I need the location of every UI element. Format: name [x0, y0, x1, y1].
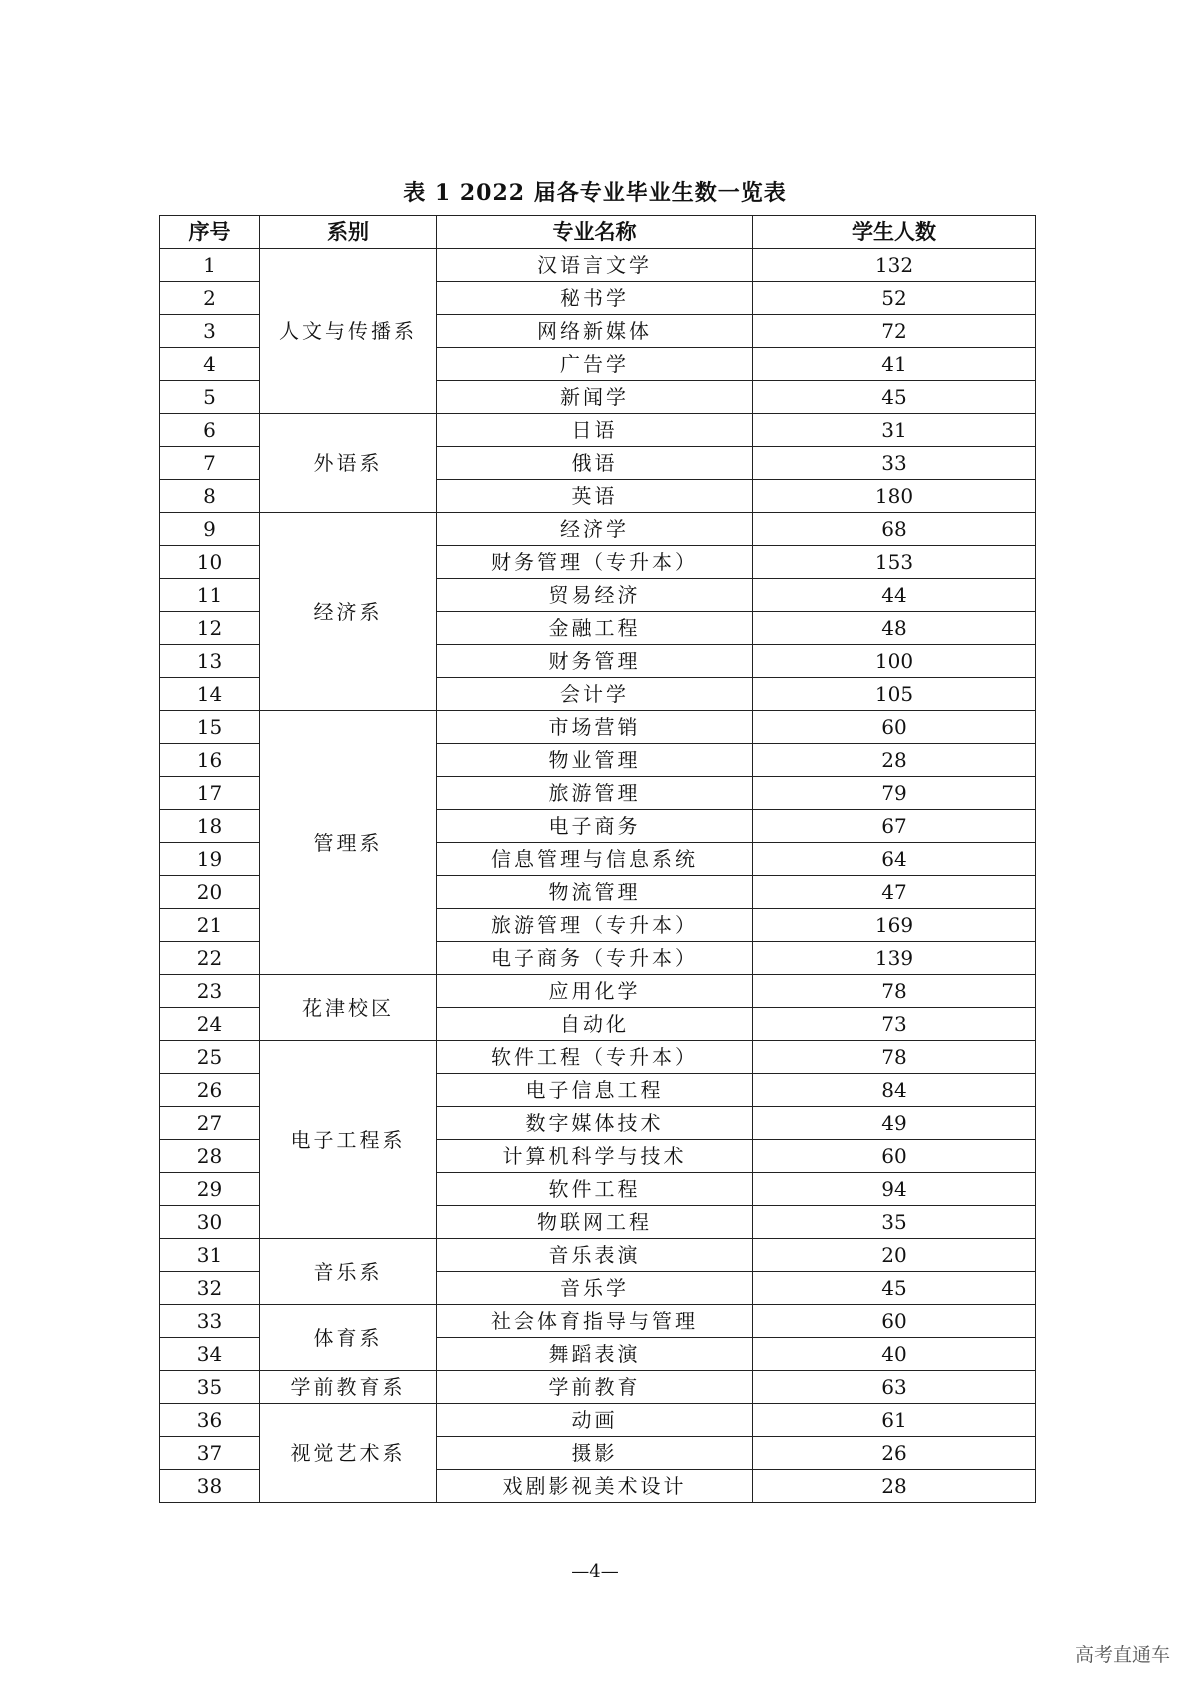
- major-cell: 英语: [437, 480, 753, 513]
- major-cell: 市场营销: [437, 711, 753, 744]
- count-cell: 41: [753, 348, 1036, 381]
- count-cell: 169: [753, 909, 1036, 942]
- major-cell: 旅游管理: [437, 777, 753, 810]
- seq-cell: 2: [160, 282, 260, 315]
- seq-cell: 21: [160, 909, 260, 942]
- seq-cell: 31: [160, 1239, 260, 1272]
- seq-cell: 37: [160, 1437, 260, 1470]
- count-cell: 48: [753, 612, 1036, 645]
- major-cell: 软件工程（专升本）: [437, 1041, 753, 1074]
- count-cell: 72: [753, 315, 1036, 348]
- dept-cell: 音乐系: [260, 1239, 437, 1305]
- major-cell: 旅游管理（专升本）: [437, 909, 753, 942]
- count-cell: 47: [753, 876, 1036, 909]
- seq-cell: 30: [160, 1206, 260, 1239]
- table-row: [160, 513, 1036, 546]
- count-cell: 20: [753, 1239, 1036, 1272]
- count-cell: 100: [753, 645, 1036, 678]
- table-row: [160, 249, 1036, 282]
- seq-cell: 25: [160, 1041, 260, 1074]
- seq-cell: 17: [160, 777, 260, 810]
- major-cell: 社会体育指导与管理: [437, 1305, 753, 1338]
- count-cell: 139: [753, 942, 1036, 975]
- seq-cell: 36: [160, 1404, 260, 1437]
- major-cell: 日语: [437, 414, 753, 447]
- seq-cell: 9: [160, 513, 260, 546]
- major-cell: 音乐学: [437, 1272, 753, 1305]
- seq-cell: 18: [160, 810, 260, 843]
- table-row: [160, 975, 1036, 1008]
- major-cell: 软件工程: [437, 1173, 753, 1206]
- count-cell: 26: [753, 1437, 1036, 1470]
- seq-cell: 5: [160, 381, 260, 414]
- count-cell: 84: [753, 1074, 1036, 1107]
- count-cell: 33: [753, 447, 1036, 480]
- seq-cell: 4: [160, 348, 260, 381]
- count-cell: 60: [753, 1305, 1036, 1338]
- major-cell: 网络新媒体: [437, 315, 753, 348]
- graduates-table: [159, 215, 1036, 1503]
- major-cell: 戏剧影视美术设计: [437, 1470, 753, 1503]
- major-cell: 广告学: [437, 348, 753, 381]
- major-cell: 贸易经济: [437, 579, 753, 612]
- dept-cell: 管理系: [260, 711, 437, 975]
- seq-cell: 12: [160, 612, 260, 645]
- seq-cell: 32: [160, 1272, 260, 1305]
- seq-cell: 33: [160, 1305, 260, 1338]
- count-cell: 78: [753, 1041, 1036, 1074]
- major-cell: 经济学: [437, 513, 753, 546]
- seq-cell: 16: [160, 744, 260, 777]
- seq-cell: 14: [160, 678, 260, 711]
- count-cell: 52: [753, 282, 1036, 315]
- count-cell: 78: [753, 975, 1036, 1008]
- count-cell: 40: [753, 1338, 1036, 1371]
- seq-cell: 19: [160, 843, 260, 876]
- table-row: [160, 414, 1036, 447]
- major-cell: 秘书学: [437, 282, 753, 315]
- seq-cell: 29: [160, 1173, 260, 1206]
- count-cell: 60: [753, 1140, 1036, 1173]
- seq-cell: 22: [160, 942, 260, 975]
- count-cell: 49: [753, 1107, 1036, 1140]
- count-cell: 180: [753, 480, 1036, 513]
- seq-cell: 11: [160, 579, 260, 612]
- seq-cell: 1: [160, 249, 260, 282]
- seq-cell: 6: [160, 414, 260, 447]
- major-cell: 信息管理与信息系统: [437, 843, 753, 876]
- major-cell: 财务管理（专升本）: [437, 546, 753, 579]
- table-row: [160, 711, 1036, 744]
- major-cell: 汉语言文学: [437, 249, 753, 282]
- header-seq: 序号: [160, 216, 260, 249]
- count-cell: 45: [753, 381, 1036, 414]
- dept-cell: 花津校区: [260, 975, 437, 1041]
- seq-cell: 13: [160, 645, 260, 678]
- count-cell: 105: [753, 678, 1036, 711]
- dept-cell: 人文与传播系: [260, 249, 437, 414]
- count-cell: 64: [753, 843, 1036, 876]
- major-cell: 金融工程: [437, 612, 753, 645]
- count-cell: 153: [753, 546, 1036, 579]
- major-cell: 学前教育: [437, 1371, 753, 1404]
- major-cell: 会计学: [437, 678, 753, 711]
- major-cell: 电子商务: [437, 810, 753, 843]
- count-cell: 31: [753, 414, 1036, 447]
- count-cell: 28: [753, 744, 1036, 777]
- major-cell: 物流管理: [437, 876, 753, 909]
- seq-cell: 24: [160, 1008, 260, 1041]
- count-cell: 61: [753, 1404, 1036, 1437]
- major-cell: 应用化学: [437, 975, 753, 1008]
- header-row: [160, 216, 1036, 249]
- header-dept: 系别: [260, 216, 437, 249]
- header-count: 学生人数: [753, 216, 1036, 249]
- seq-cell: 20: [160, 876, 260, 909]
- count-cell: 28: [753, 1470, 1036, 1503]
- seq-cell: 15: [160, 711, 260, 744]
- table-row: [160, 1305, 1036, 1338]
- count-cell: 94: [753, 1173, 1036, 1206]
- count-cell: 60: [753, 711, 1036, 744]
- dept-cell: 体育系: [260, 1305, 437, 1371]
- dept-cell: 外语系: [260, 414, 437, 513]
- dept-cell: 电子工程系: [260, 1041, 437, 1239]
- major-cell: 电子信息工程: [437, 1074, 753, 1107]
- count-cell: 44: [753, 579, 1036, 612]
- major-cell: 动画: [437, 1404, 753, 1437]
- major-cell: 俄语: [437, 447, 753, 480]
- seq-cell: 7: [160, 447, 260, 480]
- table-title: 表 1 2022 届各专业毕业生数一览表: [403, 180, 787, 206]
- dept-cell: 经济系: [260, 513, 437, 711]
- major-cell: 舞蹈表演: [437, 1338, 753, 1371]
- table-row: [160, 1239, 1036, 1272]
- major-cell: 计算机科学与技术: [437, 1140, 753, 1173]
- table-row: [160, 1404, 1036, 1437]
- major-cell: 摄影: [437, 1437, 753, 1470]
- count-cell: 63: [753, 1371, 1036, 1404]
- major-cell: 新闻学: [437, 381, 753, 414]
- count-cell: 79: [753, 777, 1036, 810]
- watermark: 高考直通车: [1074, 1644, 1170, 1666]
- count-cell: 67: [753, 810, 1036, 843]
- table-row: [160, 1371, 1036, 1404]
- seq-cell: 23: [160, 975, 260, 1008]
- major-cell: 物联网工程: [437, 1206, 753, 1239]
- major-cell: 电子商务（专升本）: [437, 942, 753, 975]
- seq-cell: 34: [160, 1338, 260, 1371]
- seq-cell: 38: [160, 1470, 260, 1503]
- major-cell: 自动化: [437, 1008, 753, 1041]
- seq-cell: 10: [160, 546, 260, 579]
- count-cell: 68: [753, 513, 1036, 546]
- dept-cell: 学前教育系: [260, 1371, 437, 1404]
- count-cell: 35: [753, 1206, 1036, 1239]
- seq-cell: 26: [160, 1074, 260, 1107]
- major-cell: 数字媒体技术: [437, 1107, 753, 1140]
- table-body: [160, 249, 1036, 1503]
- count-cell: 45: [753, 1272, 1036, 1305]
- header-major: 专业名称: [437, 216, 753, 249]
- table-header: [160, 216, 1036, 249]
- major-cell: 财务管理: [437, 645, 753, 678]
- seq-cell: 27: [160, 1107, 260, 1140]
- count-cell: 73: [753, 1008, 1036, 1041]
- seq-cell: 8: [160, 480, 260, 513]
- count-cell: 132: [753, 249, 1036, 282]
- page-number: —4—: [571, 1561, 619, 1582]
- dept-cell: 视觉艺术系: [260, 1404, 437, 1503]
- major-cell: 物业管理: [437, 744, 753, 777]
- seq-cell: 3: [160, 315, 260, 348]
- major-cell: 音乐表演: [437, 1239, 753, 1272]
- seq-cell: 28: [160, 1140, 260, 1173]
- seq-cell: 35: [160, 1371, 260, 1404]
- table-row: [160, 1041, 1036, 1074]
